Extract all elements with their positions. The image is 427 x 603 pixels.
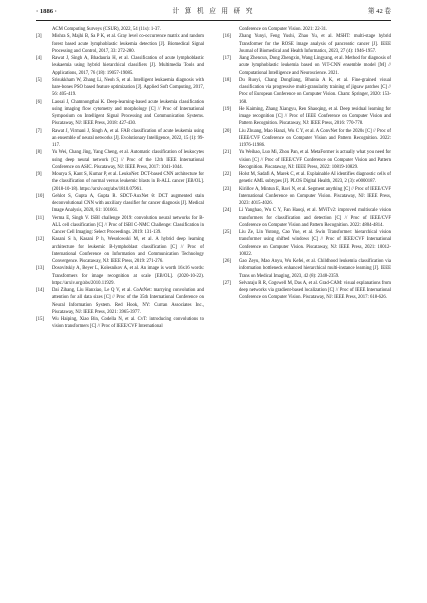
reference-number: [15] — [36, 317, 44, 322]
reference-text: Du Ruoyi, Chang Dongliang, Bhunia A K, et al. Fine-grained visual classification via progressive multi-granularity training of jigsaw patches [C] // Proc of European Conference on Computer Vision. Cham: Springer, 2020: 153-168. — [239, 77, 391, 105]
reference-entry — [223, 128, 391, 150]
reference-entry — [36, 149, 204, 171]
reference-entry — [223, 186, 391, 208]
reference-entry — [36, 193, 204, 215]
volume-label: 第 42 卷 — [367, 8, 391, 15]
reference-number: [3] — [36, 34, 42, 40]
reference-text: Gao Zeyu, Mao Anyu, Wu Kefei, et al. Childhood leukemia classification via information bottleneck enhanced hierarchical multi-instance learning [J]. IEEE Trans on Medical Imaging, 2023, 42 (8): 2348-2359. — [239, 259, 391, 279]
reference-number: [27] — [223, 280, 231, 286]
reference-text: He Kaiming, Zhang Xiangyu, Ren Shaoqing, et al. Deep residual learning for image recognition [C] // Proc of IEEE Conference on Computer Vision and Pattern Recognition. Piscataway, NJ: IEEE Press, 2016: 770-778. — [239, 106, 391, 127]
reference-entry — [36, 215, 204, 237]
reference-text: Zhang Yunyi, Feng Yushi, Zhao Yu, et al. MSHT: multi-stage hybrid Transformer for the ROSE image analysis of pancreatic cancer [J]. IEEE Journal of Biomedical and Health Informatics, 2023, 27 (4): 1946-1957. — [239, 34, 391, 54]
reference-text: Verma E, Singh V. ISBI challenge 2019: convolution neural networks for B-ALL cell classification [C] // Proc of ISBI C-NMC Challenge: Classification in Cancer Cell Imaging: Select Proceedings. 2019: 131-139. — [52, 215, 204, 235]
reference-entry — [223, 106, 391, 128]
reference-text: Mourya S, Kant S, Kumar P, et al. LeukoNet: DCT-based CNN architecture for the classification of normal versus leukemic blasts in B-ALL cancer [EB/OL]. (2018-10-18). https://arxiv.org/abs/1810.07961. — [52, 172, 204, 192]
reference-entry — [223, 33, 391, 55]
reference-number: [24] — [223, 208, 231, 214]
reference-text: Jiang Zhencun, Dong Zhengxin, Wang Lingyang, et al. Method for diagnosis of acute lymphoblastic leukemia based on ViT-CNN ensemble model [M] // Computational Intelligence and Neuroscience. 2021. — [239, 56, 391, 76]
reference-text: Rawat J, Virmani J, Singh A, et al. FAB classification of acute leukemia using an ensemble of neural networks [J]. Evolutionary Intelligence, 2022, 15 (1): 99-117. — [52, 128, 204, 148]
reference-text: Wu Haiping, Xiao Bin, Codella N, et al. CvT: introducing convolutions to vision transformers [C] // Proc of IEEE/CVF International — [52, 317, 204, 330]
reference-number: [21] — [223, 150, 231, 156]
reference-number: [11] — [36, 215, 44, 221]
references-right-column — [223, 26, 391, 302]
reference-number: [9] — [36, 172, 42, 177]
reference-text: Dosovitskiy A, Beyer L, Kolesnikov A, et al. An image is worth 16x16 words: Transformers for image recognition at scale [EB/OL]. (2020-10-22). https://arxiv.org/abs/2010.11929. — [52, 266, 204, 286]
reference-number: [12] — [36, 237, 44, 243]
reference-number: [7] — [36, 128, 42, 134]
journal-title: 计 算 机 应 用 研 究 — [172, 8, 255, 15]
reference-text: Conference on Computer Vision. 2021: 22-31. — [239, 27, 328, 32]
reference-entry — [36, 287, 204, 316]
reference-entry — [223, 77, 391, 106]
reference-text: Gehlot S, Gupta A, Gupta R. SDCT-AuxNet θ: DCT augmented stain deconvolutional CNN with auxiliary classifier for cancer diagnosis [J]. Medical Image Analysis, 2020, 61: 101661. — [52, 193, 204, 214]
reference-entry — [36, 171, 204, 193]
reference-text: Yu Weihao, Luo Mi, Zhou Pan, et al. MetaFormer is actually what you need for vision [C] // Proc of IEEE/CVF Conference on Computer Vision and Pattern Recognition. Piscataway, NJ: IEEE Press, 2022: 10819-10829. — [239, 150, 391, 170]
reference-entry — [36, 33, 204, 55]
reference-number: [19] — [223, 106, 231, 112]
reference-number: [22] — [223, 172, 231, 177]
reference-entry — [36, 316, 204, 331]
reference-text: Kasani S h, Kasani P h, Wesolowski M, et al. A hybrid deep learning architecture for leukemic B-lymphoblast classification [C] // Proc of International Conference on Information and Communication Technology Convergence. Piscataway, NJ: IEEE Press, 2019: 271-276. — [52, 237, 204, 264]
reference-text: Li Yanghao, Wu C Y, Fan Haoqi, et al. MViTv2: improved multiscale vision transformers for classification and detection [C] // Proc of IEEE/CVF Conference on Computer Vision and Pattern Recognition. 2022: 4804-4814. — [239, 208, 391, 228]
reference-number: [10] — [36, 193, 44, 199]
reference-number: [18] — [223, 77, 231, 83]
reference-entry — [36, 236, 204, 265]
reference-text: Liu Zhuang, Mao Hanzi, Wu C Y, et al. A ConvNet for the 2020s [C] // Proc of IEEE/CVF Conference on Computer Vision and Pattern Recognition. 2022: 11976-11986. — [239, 128, 391, 148]
page-header — [36, 6, 391, 18]
reference-entry — [223, 258, 391, 280]
reference-number: [13] — [36, 266, 44, 272]
reference-text: Rawat J, Singh A, Bhadauria H, et al. Classification of acute lymphoblastic leukaemia using hybrid hierarchical classifiers [J]. Multimedia Tools and Applications, 2017, 76 (18): 19057-19085. — [52, 56, 204, 76]
reference-text: Holst M, Sadafi A, Marek C, et al. Explainable AI identifies diagnostic cells of genetic AML subtypes [J]. PLOS Digital Health, 2023, 2 (3): e0000187. — [239, 172, 391, 185]
reference-entry — [36, 265, 204, 287]
reference-text: Mishra S, Majhi B, Sa P K, et al. Gray level co-occurrence matrix and random forest based acute lymphoblastic leukemia detection [J]. Biomedical Signal Processing and Control, 2017, 33: 272-280. — [52, 34, 204, 54]
reference-number: [8] — [36, 150, 42, 156]
reference-text: Yu Wei, Chang Jing, Yang Cheng, et al. Automatic classification of leukocytes using deep neural network [C] // Proc of the 12th IEEE International Conference on ASIC. Piscataway, NJ: IEEE Press, 2017: 1041-1044. — [52, 150, 204, 170]
reference-number: [25] — [223, 230, 231, 235]
reference-number: [5] — [36, 77, 42, 83]
reference-text: ACM Computing Surveys (CSUR), 2022, 54 (11s): 1-37. — [52, 27, 161, 32]
reference-entry — [223, 149, 391, 171]
reference-number: [26] — [223, 259, 231, 264]
reference-text: Srisukkham W, Zhang Li, Neoh S, et al. Intelligent leukaemia diagnosis with bare-bones PSO based feature optimization [J]. Applied Soft Computing, 2017, 56: 405-419. — [52, 77, 204, 98]
reference-entry — [223, 229, 391, 258]
reference-number: [6] — [36, 99, 42, 105]
reference-number: [16] — [223, 34, 231, 40]
reference-entry — [36, 99, 204, 128]
reference-entry — [223, 26, 391, 33]
reference-text: Dai Zihang, Liu Hanxiao, Le Q V, et al. CoAtNet: marrying convolution and attention for all data sizes [C] // Proc of the 35th International Conference on Neural Information System. Red Hook, NY: Curran Associates Inc., Piscataway, NJ: IEEE Press, 2021: 3965-3977. — [52, 288, 204, 315]
references-left-column — [36, 26, 204, 331]
reference-text: Selvaraju R R, Cogswell M, Das A, et al. Grad-CAM: visual explanations from deep networks via gradient-based localization [C] // Proc of IEEE International Conference on Computer Vision. Piscataway, NJ: IEEE Press, 2017: 618-626. — [239, 280, 391, 301]
reference-number: [4] — [36, 56, 42, 61]
reference-entry — [36, 77, 204, 99]
reference-entry — [223, 55, 391, 77]
reference-entry — [223, 207, 391, 229]
reference-number: [20] — [223, 128, 231, 134]
reference-text: Kirillov A, Mintun E, Ravi N, et al. Segment anything [C] // Proc of IEEE/CVF International Conference on Computer Vision. Piscataway, NJ: IEEE Press, 2023: 4015-4026. — [239, 186, 391, 206]
header-divider — [36, 20, 391, 21]
reference-entry — [36, 128, 204, 150]
reference-text: Liu Ze, Lin Yutong, Cao Yue, et al. Swin Transformer: hierarchical vision transformer using shifted windows [C] // Proc of IEEE/CVF International Conference on Computer Vision. Piscataway, NJ: IEEE Press, 2021: 10012-10022. — [239, 230, 391, 257]
reference-entry — [36, 55, 204, 77]
reference-entry — [223, 280, 391, 302]
reference-number: [23] — [223, 186, 231, 192]
reference-number: [14] — [36, 288, 44, 293]
reference-text: Laosai J, Chamnongthai K. Deep-learning-based acute leukemia classification using imaging flow cytometry and morphology [C] // Proc of International Symposium on Intelligent Signal Processing and Communication Systems. Piscataway, NJ: IEEE Press, 2018: 427-430. — [52, 99, 204, 127]
reference-entry — [223, 171, 391, 186]
reference-entry — [36, 26, 204, 33]
page-number: · 1886 · — [36, 8, 57, 15]
reference-number: [17] — [223, 56, 231, 61]
